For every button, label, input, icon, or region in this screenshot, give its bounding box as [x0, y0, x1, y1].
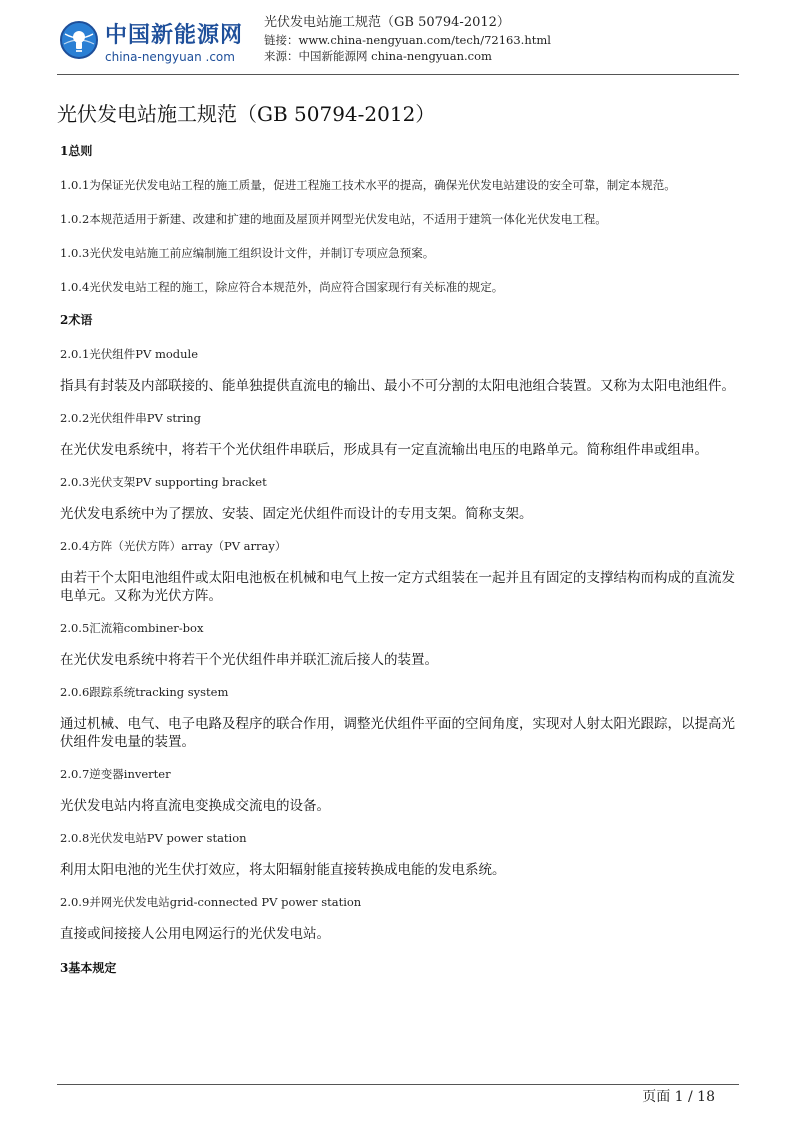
site-logo[interactable]	[57, 14, 257, 68]
term-2-0-4: 2.0.4方阵（光伏方阵）array（PV array）	[60, 539, 287, 553]
clause-1-0-3: 1.0.3光伏发电站施工前应编制施工组织设计文件，并制订专项应急预案。	[60, 246, 435, 260]
definition-2-0-1: 指具有封装及内部联接的、能单独提供直流电的输出、最小不可分割的太阳电池组合装置。又称为太阳电池组件。	[60, 378, 735, 394]
clause-1-0-2: 1.0.2本规范适用于新建、改建和扩建的地面及屋顶并网型光伏发电站，不适用于建筑一体化光伏发电工程。	[60, 212, 607, 226]
definition-2-0-3: 光伏发电系统中为了摆放、安装、固定光伏组件而设计的专用支架。简称支架。	[60, 506, 533, 522]
term-2-0-5: 2.0.5汇流箱combiner-box	[60, 621, 204, 635]
definition-2-0-2: 在光伏发电系统中，将若干个光伏组件串联后，形成具有一定直流输出电压的电路单元。简称组件串或组串。	[60, 442, 708, 458]
globe-bulb-icon	[59, 20, 99, 60]
header-meta	[264, 14, 551, 64]
section-heading: 3基本规定	[60, 961, 117, 975]
term-2-0-2: 2.0.2光伏组件串PV string	[60, 411, 201, 425]
header-link[interactable]: 链接：www.china-nengyuan.com/tech/72163.html	[264, 33, 551, 47]
term-2-0-8: 2.0.8光伏发电站PV power station	[60, 831, 247, 845]
logo-chinese-name: 中国新能源网	[105, 23, 244, 48]
section-heading: 1总则	[60, 144, 93, 158]
term-2-0-3: 2.0.3光伏支架PV supporting bracket	[60, 475, 267, 489]
page-title: 光伏发电站施工规范（GB 50794-2012）	[57, 102, 436, 126]
footer-divider	[57, 1084, 739, 1085]
header-source: 来源：中国新能源网 china-nengyuan.com	[264, 49, 492, 63]
definition-2-0-4: 由若干个太阳电池组件或太阳电池板在机械和电气上按一定方式组装在一起并且有固定的支撑结构而构成的直流发电单元。又称为光伏方阵。	[60, 570, 735, 604]
term-2-0-7: 2.0.7逆变器inverter	[60, 767, 171, 781]
term-2-0-6: 2.0.6跟踪系统tracking system	[60, 685, 229, 699]
logo-domain: china-nengyuan .com	[105, 50, 235, 64]
definition-2-0-8: 利用太阳电池的光生伏打效应，将太阳辐射能直接转换成电能的发电系统。	[60, 862, 506, 878]
page-number: 页面 1 / 18	[642, 1089, 715, 1105]
term-2-0-1: 2.0.1光伏组件PV module	[60, 347, 199, 361]
section-heading: 2术语	[60, 313, 93, 327]
clause-1-0-4: 1.0.4光伏发电站工程的施工，除应符合本规范外，尚应符合国家现行有关标准的规定。	[60, 280, 504, 294]
page-header	[57, 12, 739, 74]
definition-2-0-5: 在光伏发电系统中将若干个光伏组件串并联汇流后接人的装置。	[60, 652, 438, 668]
clause-1-0-1: 1.0.1为保证光伏发电站工程的施工质量，促进工程施工技术水平的提高，确保光伏发电站建设的安全可靠，制定本规范。	[60, 178, 676, 192]
definition-2-0-9: 直接或间接接人公用电网运行的光伏发电站。	[60, 926, 330, 942]
term-2-0-9: 2.0.9并网光伏发电站grid-connected PV power station	[60, 895, 362, 909]
document-body	[60, 143, 738, 977]
definition-2-0-6: 通过机械、电气、电子电路及程序的联合作用，调整光伏组件平面的空间角度，实现对人射太阳光跟踪，以提高光伏组件发电量的装置。	[60, 716, 735, 750]
header-doc-title: 光伏发电站施工规范（GB 50794-2012）	[264, 15, 510, 30]
definition-2-0-7: 光伏发电站内将直流电变换成交流电的设备。	[60, 798, 330, 814]
header-divider	[57, 74, 739, 75]
